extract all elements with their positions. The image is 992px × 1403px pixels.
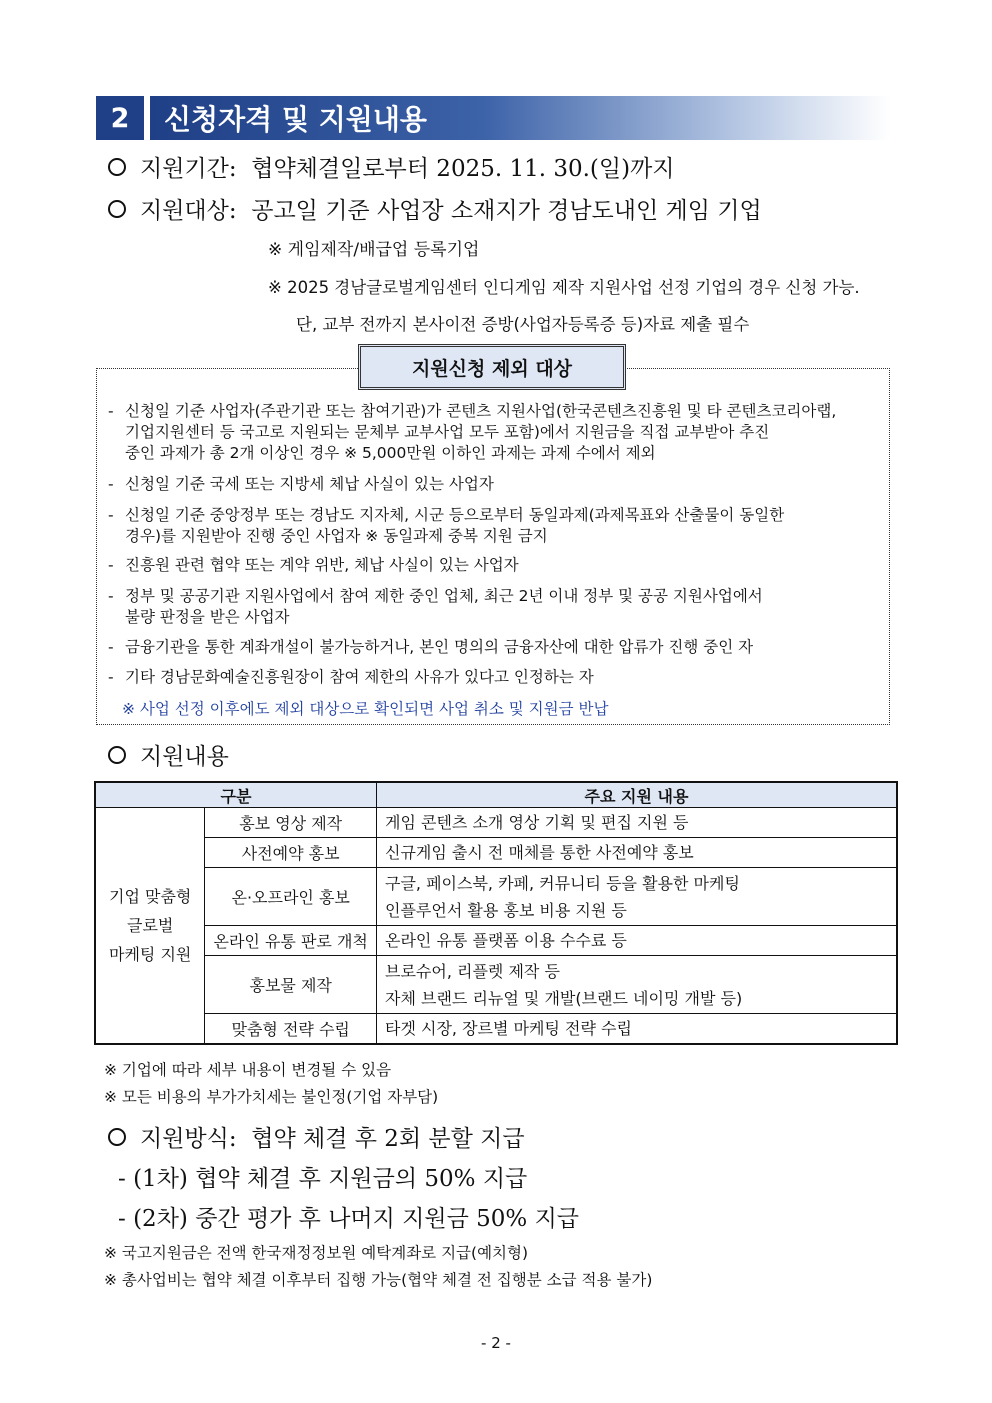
line: 신청일 기준 국세 또는 지방세 체납 사실이 있는 사업자 [125,475,494,493]
desc-line: 구글, 페이스북, 카페, 커뮤니티 등을 활용한 마케팅 [385,873,740,893]
description [377,838,898,868]
table-header-row [95,782,897,808]
description [377,956,898,1014]
payment-value: 협약 체결 후 2회 분할 지급 [251,1126,525,1152]
line: 기업지원센터 등 국고로 지원되는 문체부 교부사업 모두 포함)에서 지원금을 직접 교부받아 추진 [125,423,770,441]
description [377,868,898,926]
desc-line: 타겟 시장, 장르별 마케팅 전략 수립 [385,1018,632,1038]
category-cell [95,808,205,1044]
target-value: 공고일 기준 사업장 소재지가 경남도내인 게임 기업 [251,198,762,224]
period-value: 협약체결일로부터 2025. 11. 30.(일)까지 [251,156,675,182]
dash: - [108,587,114,605]
desc-line: 자체 브랜드 리뉴얼 및 개발(브랜드 네이밍 개발 등) [385,988,743,1008]
sub-category: 온라인 유통 판로 개척 [205,926,377,956]
payment-step: - (1차) 협약 체결 후 지원금의 50% 지급 [118,1166,528,1192]
exclusion-title: 지원신청 제외 대상 [358,344,626,390]
table-row [95,956,897,1014]
exclusion-item [108,401,883,464]
target-label: 지원대상: [140,198,237,224]
support-table [94,781,898,1045]
sub-category: 사전예약 홍보 [205,838,377,868]
line: 진흥원 관련 협약 또는 계약 위반, 체납 사실이 있는 사업자 [125,556,519,574]
desc-line: 브로슈어, 리플렛 제작 등 [385,961,560,981]
dash: - [108,638,114,656]
table-row [95,838,897,868]
exclusion-warning: ※ 사업 선정 이후에도 제외 대상으로 확인되면 사업 취소 및 지원금 반납 [122,700,609,718]
exclusion-item [108,667,883,688]
line: 신청일 기준 사업자(주관기관 또는 참여기관)가 콘텐츠 지원사업(한국콘텐츠진흥원 및 타 콘텐츠코리아랩, [125,402,837,420]
section-number: 2 [96,96,144,140]
sub-category: 홍보물 제작 [205,956,377,1014]
payment-step: - (2차) 중간 평가 후 나머지 지원금 50% 지급 [118,1206,580,1232]
line: 신청일 기준 중앙정부 또는 경남도 지자체, 시군 등으로부터 동일과제(과제목표와 산출물이 동일한 [125,506,785,524]
circle-bullet-icon [108,1128,126,1146]
circle-bullet-icon [108,158,126,176]
exclusion-item [108,586,883,628]
description [377,808,898,838]
description [377,926,898,956]
support-target [108,192,762,225]
dash: - [108,506,114,524]
table-row [95,926,897,956]
exclusion-item [108,474,883,495]
circle-bullet-icon [108,746,126,764]
exclusion-item [108,505,883,547]
page-number: - 2 - [481,1334,511,1352]
content-note: ※ 모든 비용의 부가가치세는 불인정(기업 자부담) [104,1088,439,1106]
content-label: 지원내용 [140,744,229,770]
line: 기타 경남문화예술진흥원장이 참여 제한의 사유가 있다고 인정하는 자 [125,668,594,686]
desc-line: 신규게임 출시 전 매체를 통한 사전예약 홍보 [385,843,694,862]
desc-line: 온라인 유통 플랫폼 이용 수수료 등 [385,931,627,950]
support-period [108,150,675,183]
line: 불량 판정을 받은 사업자 [125,608,290,626]
circle-bullet-icon [108,200,126,218]
section-title [150,96,890,140]
payment-method [108,1120,525,1153]
sub-category: 맞춤형 전략 수립 [205,1014,377,1044]
sub-category: 홍보 영상 제작 [205,808,377,838]
category-line: 글로벌 [127,915,174,935]
dash: - [108,668,114,686]
line: 중인 과제가 총 2개 이상인 경우 ※ 5,000만원 이하인 과제는 과제 수에서 제외 [125,444,656,462]
exclusion-item [108,555,883,576]
line: 경우)를 지원받아 진행 중인 사업자 ※ 동일과제 중복 지원 금지 [125,527,548,545]
payment-label: 지원방식: [140,1126,237,1152]
table-row [95,868,897,926]
section-title-text: 신청자격 및 지원내용 [164,103,427,136]
target-note: 단, 교부 전까지 본사이전 증방(사업자등록증 등)자료 제출 필수 [296,315,750,334]
header-category: 구분 [95,782,377,808]
sub-category: 온·오프라인 홍보 [205,868,377,926]
category-line: 마케팅 지원 [109,944,192,964]
line: 정부 및 공공기관 지원사업에서 참여 제한 중인 업체, 최근 2년 이내 정부 및 공공 지원사업에서 [125,587,763,605]
dash: - [108,475,114,493]
header-content: 주요 지원 내용 [377,782,898,808]
target-note: ※ 게임제작/배급업 등록기업 [268,240,480,260]
period-label: 지원기간: [140,156,237,182]
line: 금융기관을 통한 계좌개설이 불가능하거나, 본인 명의의 금융자산에 대한 압류가 진행 중인 자 [125,638,754,656]
support-content-heading [108,738,229,771]
content-note: ※ 기업에 따라 세부 내용이 변경될 수 있음 [104,1061,392,1079]
category-line: 기업 맞춤형 [109,886,192,906]
table-row [95,1014,897,1044]
desc-line: 게임 콘텐츠 소개 영상 기획 및 편집 지원 등 [385,813,689,832]
dash: - [108,402,114,420]
payment-note: ※ 총사업비는 협약 체결 이후부터 집행 가능(협약 체결 전 집행분 소급 적용 불가) [104,1271,653,1289]
exclusion-item [108,637,883,658]
payment-note: ※ 국고지원금은 전액 한국재정정보원 예탁계좌로 지급(예치형) [104,1244,529,1262]
table-row [95,808,897,838]
description [377,1014,898,1044]
target-note: ※ 2025 경남글로벌게임센터 인디게임 제작 지원사업 선정 기업의 경우 신청 가능. [268,278,860,297]
dash: - [108,556,114,574]
desc-line: 인플루언서 활용 홍보 비용 지원 등 [385,900,627,920]
